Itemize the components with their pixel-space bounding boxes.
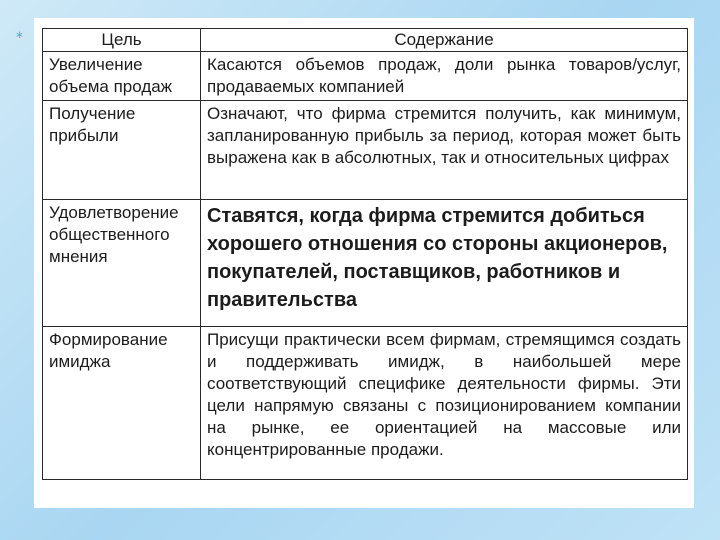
slide-bullet-asterisk: * [16, 30, 23, 46]
goal-cell: Получение прибыли [43, 101, 201, 200]
goal-cell: Увеличение объема продаж [43, 52, 201, 101]
header-content: Содержание [201, 29, 688, 52]
goals-table [42, 28, 688, 480]
content-cell: Касаются объемов продаж, доли рынка товаров/услуг, продаваемых компанией [201, 52, 688, 101]
table-image-area [34, 18, 694, 508]
table-header-row [43, 29, 688, 52]
content-cell: Присущи практически всем фирмам, стремящимся создать и поддерживать имидж, в наибольшей мере соответствующий специфике деятельности фирмы. Эти цели напрямую связаны с позиционированием компании на рынке, ее ориентацией на массовые или концентрированные продажи. [201, 327, 688, 480]
header-goal: Цель [43, 29, 201, 52]
goal-cell: Удовлетворение общественного мнения [43, 200, 201, 327]
content-cell: Означают, что фирма стремится получить, как минимум, запланированную прибыль за период, которая может быть выражена как в абсолютных, так и относительных цифрах [201, 101, 688, 200]
goal-cell: Формирование имиджа [43, 327, 201, 480]
table-row [43, 101, 688, 200]
table-row [43, 327, 688, 480]
table-row [43, 52, 688, 101]
content-cell-bold: Ставятся, когда фирма стремится добиться хорошего отношения со стороны акционеров, покупателей, поставщиков, работников и правительства [201, 200, 688, 327]
table-row [43, 200, 688, 327]
